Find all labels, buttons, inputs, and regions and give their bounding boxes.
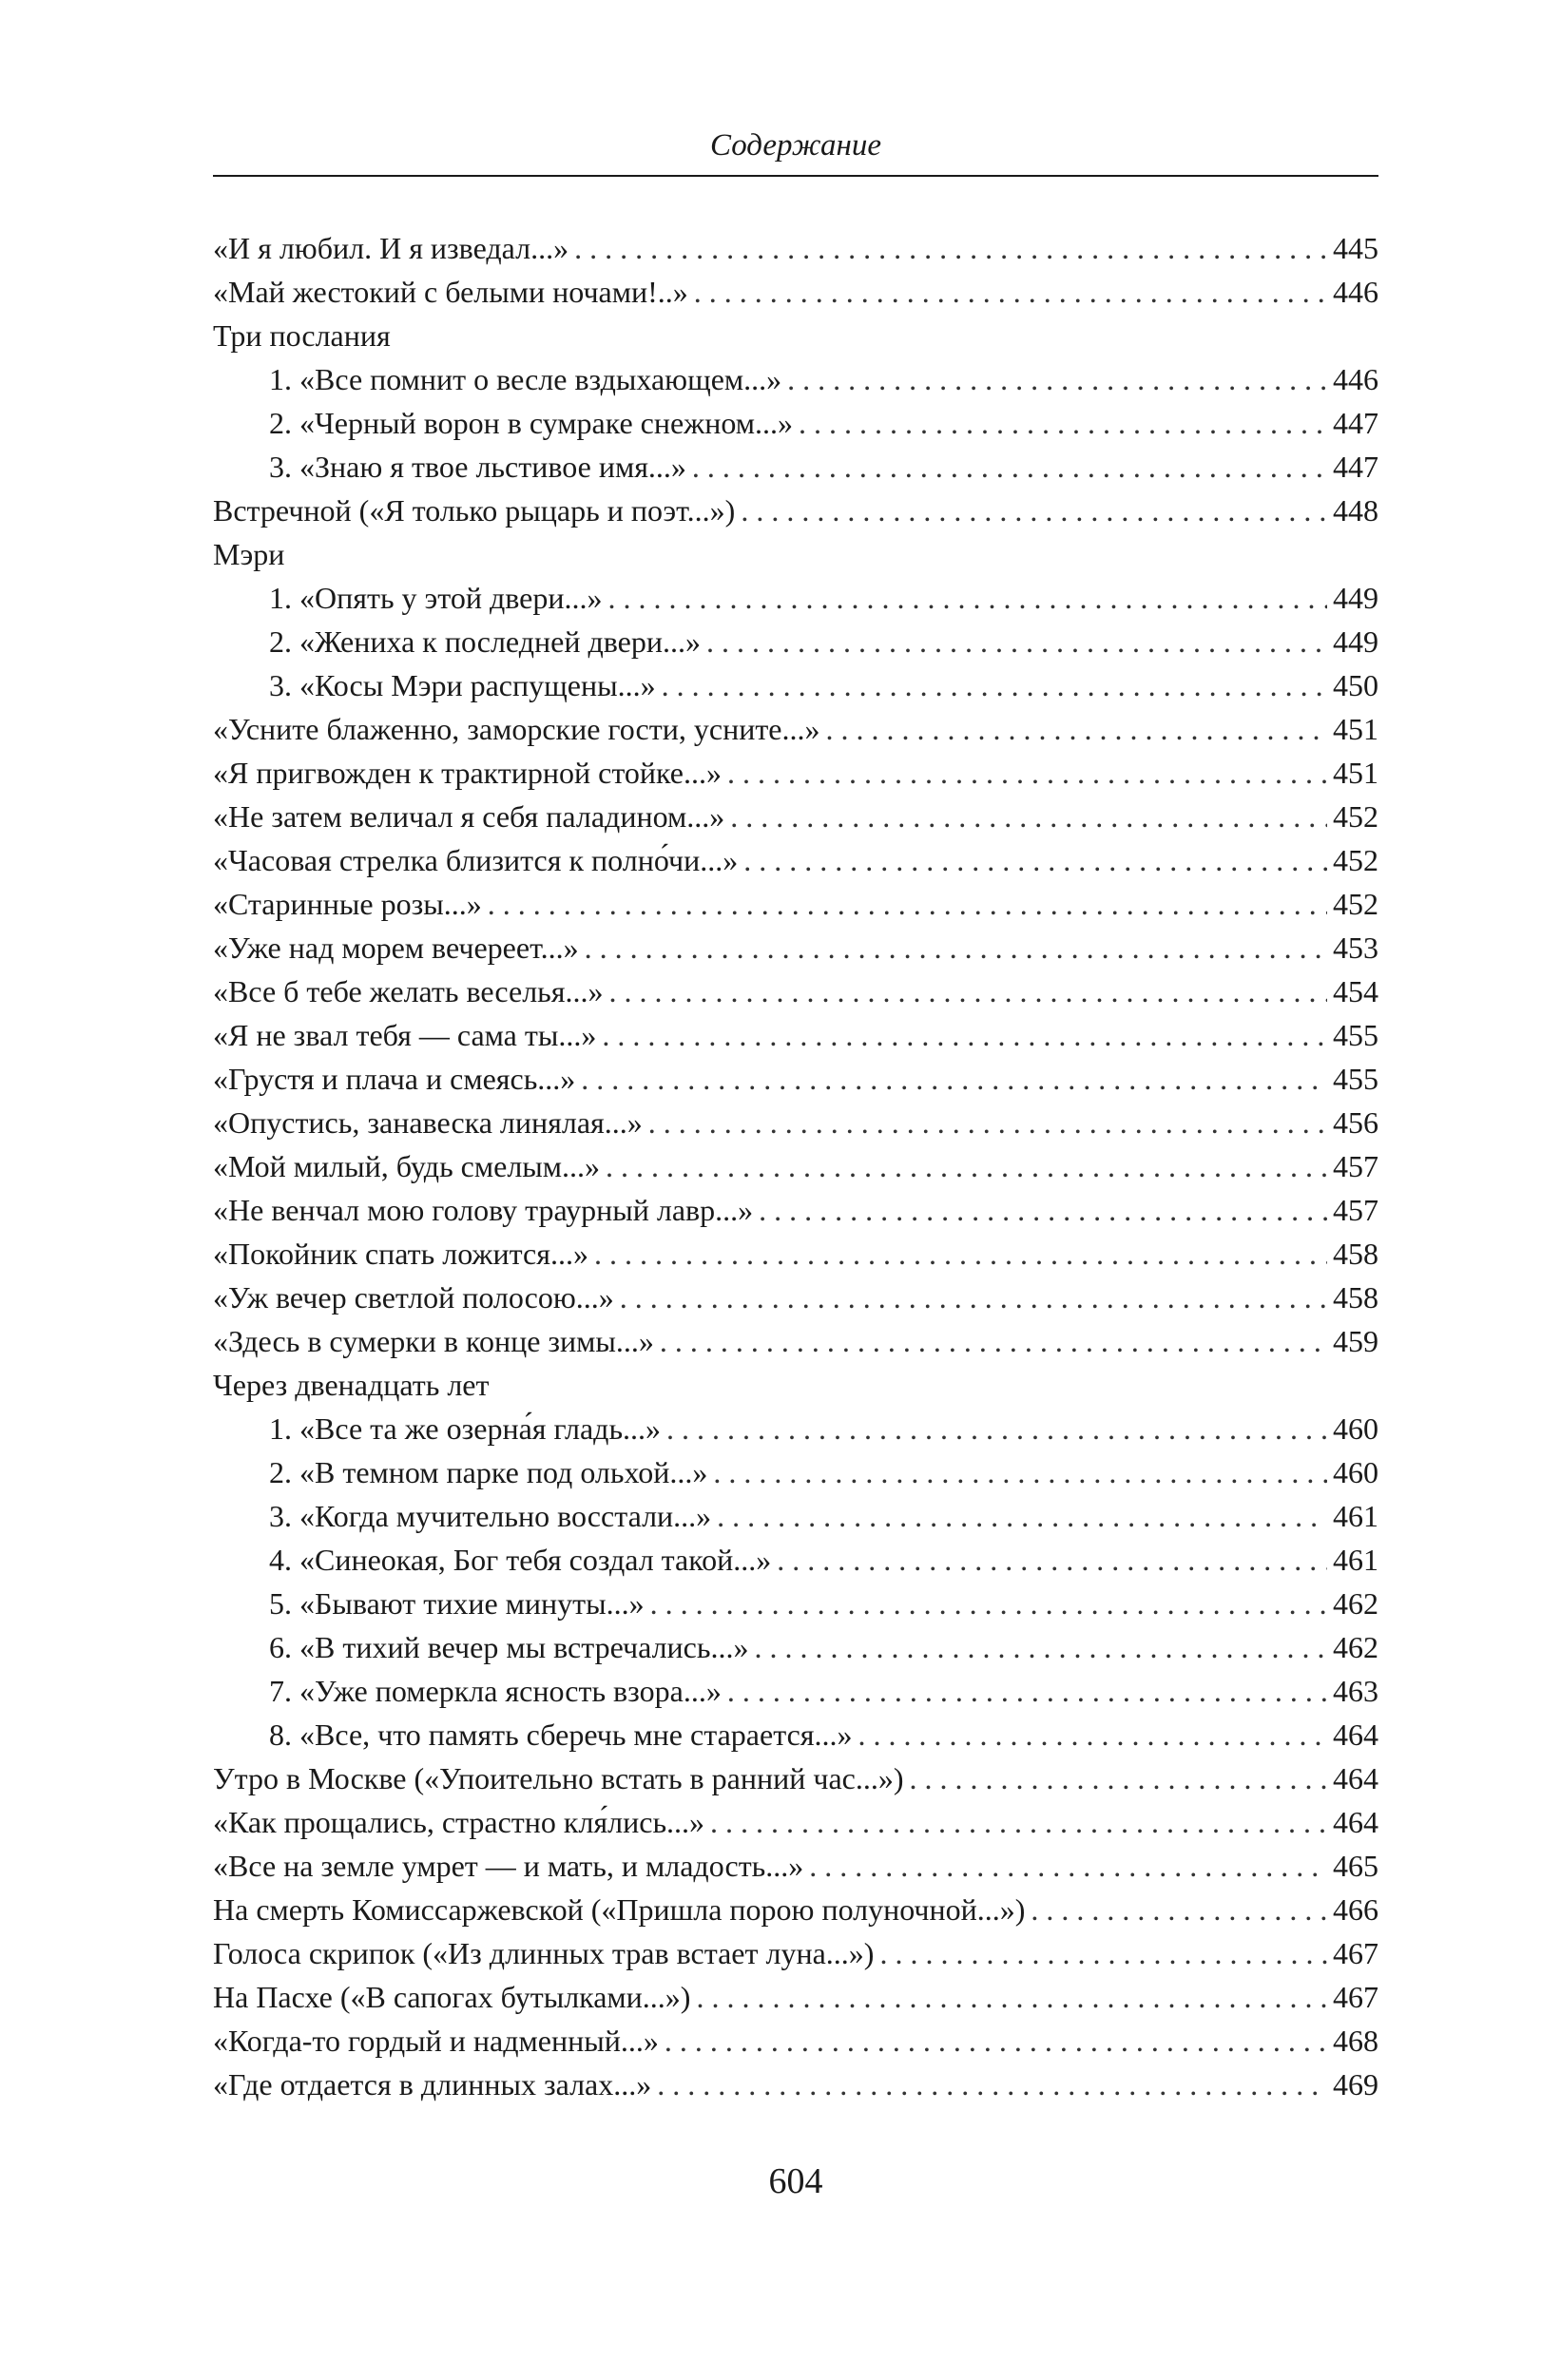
dot-leader: [741, 489, 1327, 532]
toc-entry: [213, 1188, 1378, 1232]
toc-entry: [213, 270, 1378, 314]
toc-entry-page-number: 464: [1333, 1761, 1378, 1795]
toc-entry-title: Мэри: [213, 537, 285, 571]
toc-entry-title: Три послания: [213, 318, 391, 353]
toc-entry-title: 6. «В тихий вечер мы встречались...»: [269, 1630, 749, 1664]
dot-leader: [759, 1188, 1327, 1232]
toc-entry-page-number: 455: [1333, 1062, 1378, 1096]
dot-leader: [809, 1844, 1327, 1888]
dot-leader: [1031, 1888, 1327, 1931]
toc-entry-title: «Когда-то гордый и надменный...»: [213, 2024, 659, 2058]
toc-entry-page-number: 455: [1333, 1018, 1378, 1052]
toc-entry-title: «Уже над морем вечереет...»: [213, 931, 579, 965]
toc-entry-page-number: 460: [1333, 1411, 1378, 1446]
toc-entry-title: 3. «Знаю я твое льстивое имя...»: [269, 450, 686, 484]
toc-entry-title: «Покойник спать ложится...»: [213, 1237, 588, 1271]
toc-entry: [213, 1931, 1378, 1975]
toc-entry-page-number: 452: [1333, 887, 1378, 921]
toc-entry-title: 7. «Уже померкла ясность взора...»: [269, 1674, 722, 1708]
dot-leader: [706, 620, 1327, 663]
toc-entry-page-number: 469: [1333, 2067, 1378, 2102]
dot-leader: [696, 1975, 1327, 2019]
toc-entry-title: «Уж вечер светлой полосою...»: [213, 1280, 614, 1315]
toc-entry: [213, 314, 1378, 357]
toc-entry-page-number: 461: [1333, 1543, 1378, 1577]
toc-entry: [213, 751, 1378, 795]
toc-entry-title: 5. «Бывают тихие минуты...»: [269, 1586, 645, 1621]
toc-entry-page-number: 453: [1333, 931, 1378, 965]
toc-entry-page-number: 468: [1333, 2024, 1378, 2058]
dot-leader: [574, 226, 1327, 270]
toc-entry-title: «Не затем величал я себя паладином...»: [213, 799, 725, 834]
toc-entry-page-number: 463: [1333, 1674, 1378, 1708]
toc-entry-page-number: 450: [1333, 668, 1378, 702]
toc-entry-page-number: 457: [1333, 1193, 1378, 1227]
toc-entry-title: На смерть Комиссаржевской («Пришла порою полуночной...»): [213, 1892, 1026, 1927]
dot-leader: [727, 1669, 1327, 1713]
toc-entry-title: «Как прощались, страстно кля́лись...»: [213, 1805, 705, 1839]
toc-entry-title: «Не венчал мою голову траурный лавр...»: [213, 1193, 754, 1227]
dot-leader: [713, 1450, 1327, 1494]
toc-entry-page-number: 452: [1333, 799, 1378, 834]
toc-entry-page-number: 449: [1333, 581, 1378, 615]
toc-entry: [213, 1363, 1378, 1407]
toc-entry-title: 2. «В темном парке под ольхой...»: [269, 1455, 708, 1489]
toc-entry-page-number: 458: [1333, 1237, 1378, 1271]
toc-entry-page-number: 454: [1333, 974, 1378, 1008]
dot-leader: [727, 751, 1327, 795]
toc-entry-page-number: 449: [1333, 624, 1378, 659]
dot-leader: [754, 1625, 1327, 1669]
toc-entry: [213, 2063, 1378, 2106]
toc-entry: [213, 1057, 1378, 1101]
dot-leader: [692, 445, 1327, 489]
dot-leader: [858, 1713, 1327, 1756]
dot-leader: [717, 1494, 1327, 1538]
toc-entry: [213, 2019, 1378, 2063]
dot-leader: [620, 1276, 1327, 1319]
toc-entry: [213, 1844, 1378, 1888]
toc-entry-title: «Май жестокий с белыми ночами!..»: [213, 275, 688, 309]
toc-entry-title: «Старинные розы...»: [213, 887, 482, 921]
dot-leader: [594, 1232, 1327, 1276]
toc-entry-page-number: 461: [1333, 1499, 1378, 1533]
dot-leader: [910, 1756, 1327, 1800]
toc-entry-title: 2. «Жениха к последней двери...»: [269, 624, 701, 659]
toc-entry-page-number: 447: [1333, 406, 1378, 440]
dot-leader: [608, 969, 1327, 1013]
toc-subentry: [213, 1669, 1378, 1713]
toc-entry-title: «Где отдается в длинных залах...»: [213, 2067, 652, 2102]
toc-entry: [213, 926, 1378, 969]
toc-entry: [213, 795, 1378, 838]
dot-leader: [710, 1800, 1327, 1844]
toc-entry: [213, 1800, 1378, 1844]
toc-entry-page-number: 446: [1333, 275, 1378, 309]
toc-entry-page-number: 467: [1333, 1936, 1378, 1970]
dot-leader: [660, 1319, 1327, 1363]
dot-leader: [662, 663, 1327, 707]
toc-entry-page-number: 451: [1333, 712, 1378, 746]
toc-entry: [213, 1101, 1378, 1144]
toc-entry-page-number: 464: [1333, 1805, 1378, 1839]
toc-entry: [213, 707, 1378, 751]
toc-entry-page-number: 459: [1333, 1324, 1378, 1358]
toc-entry-title: 3. «Когда мучительно восстали...»: [269, 1499, 712, 1533]
toc-entry: [213, 1144, 1378, 1188]
toc-entry-title: 1. «Все помнит о весле вздыхающем...»: [269, 362, 782, 396]
toc-subentry: [213, 576, 1378, 620]
dot-leader: [879, 1931, 1327, 1975]
toc-entry: [213, 1232, 1378, 1276]
toc-subentry: [213, 1494, 1378, 1538]
dot-leader: [666, 1407, 1327, 1450]
toc-entry-page-number: 462: [1333, 1586, 1378, 1621]
toc-subentry: [213, 1407, 1378, 1450]
toc-subentry: [213, 357, 1378, 401]
toc-entry-page-number: 448: [1333, 493, 1378, 528]
page-number: 604: [768, 2161, 823, 2201]
toc-subentry: [213, 401, 1378, 445]
toc-entry: [213, 489, 1378, 532]
table-of-contents: [213, 226, 1378, 2106]
dot-leader: [581, 1057, 1327, 1101]
toc-entry-title: «Я пригвожден к трактирной стойке...»: [213, 756, 722, 790]
dot-leader: [585, 926, 1327, 969]
toc-entry-title: 1. «Все та же озерна́я гладь...»: [269, 1411, 662, 1446]
toc-entry: [213, 1975, 1378, 2019]
toc-entry: [213, 1276, 1378, 1319]
dot-leader: [657, 2063, 1327, 2106]
dot-leader: [787, 357, 1327, 401]
toc-entry-title: «Грустя и плача и смеясь...»: [213, 1062, 576, 1096]
toc-entry-page-number: 446: [1333, 362, 1378, 396]
toc-entry: [213, 1013, 1378, 1057]
toc-subentry: [213, 1538, 1378, 1582]
toc-entry: [213, 1888, 1378, 1931]
toc-subentry: [213, 1582, 1378, 1625]
toc-entry-title: «И я любил. И я изведал...»: [213, 231, 569, 265]
toc-entry-title: «Здесь в сумерки в конце зимы...»: [213, 1324, 654, 1358]
dot-leader: [488, 882, 1327, 926]
toc-entry-page-number: 451: [1333, 756, 1378, 790]
dot-leader: [694, 270, 1327, 314]
toc-entry-title: «Усните блаженно, заморские гости, усните...»: [213, 712, 820, 746]
toc-entry: [213, 838, 1378, 882]
toc-entry-title: Голоса скрипок («Из длинных трав встает луна...»): [213, 1936, 875, 1970]
toc-entry-title: 4. «Синеокая, Бог тебя создал такой...»: [269, 1543, 772, 1577]
toc-entry-page-number: 452: [1333, 843, 1378, 877]
toc-entry-page-number: 445: [1333, 231, 1378, 265]
toc-entry-page-number: 460: [1333, 1455, 1378, 1489]
toc-entry-title: 8. «Все, что память сберечь мне старается...»: [269, 1718, 853, 1752]
toc-entry-title: На Пасхе («В сапогах бутылками...»): [213, 1980, 691, 2014]
header-rule: [213, 175, 1378, 177]
toc-entry: [213, 532, 1378, 576]
toc-entry-page-number: 465: [1333, 1849, 1378, 1883]
dot-leader: [606, 1144, 1327, 1188]
toc-entry-title: 1. «Опять у этой двери...»: [269, 581, 603, 615]
toc-entry: [213, 1756, 1378, 1800]
running-header: Содержание: [709, 128, 881, 163]
toc-subentry: [213, 663, 1378, 707]
toc-entry-title: «Все б тебе желать веселья...»: [213, 974, 604, 1008]
toc-entry-page-number: 456: [1333, 1105, 1378, 1140]
toc-subentry: [213, 1450, 1378, 1494]
dot-leader: [607, 576, 1327, 620]
dot-leader: [648, 1101, 1327, 1144]
toc-entry-title: 2. «Черный ворон в сумраке снежном...»: [269, 406, 794, 440]
toc-entry: [213, 226, 1378, 270]
toc-entry-title: «Опустись, занавеска линялая...»: [213, 1105, 643, 1140]
toc-entry-title: Утро в Москве («Упоительно встать в ранний час...»): [213, 1761, 904, 1795]
dot-leader: [826, 707, 1328, 751]
toc-entry-page-number: 462: [1333, 1630, 1378, 1664]
toc-entry-title: 3. «Косы Мэри распущены...»: [269, 668, 656, 702]
toc-subentry: [213, 445, 1378, 489]
toc-subentry: [213, 620, 1378, 663]
toc-entry-page-number: 467: [1333, 1980, 1378, 2014]
dot-leader: [743, 838, 1327, 882]
toc-entry-page-number: 447: [1333, 450, 1378, 484]
toc-entry-page-number: 458: [1333, 1280, 1378, 1315]
dot-leader: [665, 2019, 1327, 2063]
toc-entry: [213, 969, 1378, 1013]
dot-leader: [650, 1582, 1327, 1625]
toc-entry-title: «Я не звал тебя — сама ты...»: [213, 1018, 597, 1052]
toc-entry-title: «Мой милый, будь смелым...»: [213, 1149, 601, 1183]
toc-entry-title: «Все на земле умрет — и мать, и младость...»: [213, 1849, 804, 1883]
dot-leader: [602, 1013, 1327, 1057]
toc-entry-page-number: 466: [1333, 1892, 1378, 1927]
dot-leader: [799, 401, 1327, 445]
toc-entry-title: Встречной («Я только рыцарь и поэт...»): [213, 493, 736, 528]
toc-entry-page-number: 464: [1333, 1718, 1378, 1752]
toc-entry-title: «Часовая стрелка близится к полно́чи...»: [213, 843, 739, 877]
toc-subentry: [213, 1625, 1378, 1669]
dot-leader: [730, 795, 1327, 838]
toc-entry: [213, 1319, 1378, 1363]
toc-entry-page-number: 457: [1333, 1149, 1378, 1183]
toc-entry: [213, 882, 1378, 926]
toc-subentry: [213, 1713, 1378, 1756]
toc-entry-title: Через двенадцать лет: [213, 1368, 490, 1402]
dot-leader: [777, 1538, 1327, 1582]
